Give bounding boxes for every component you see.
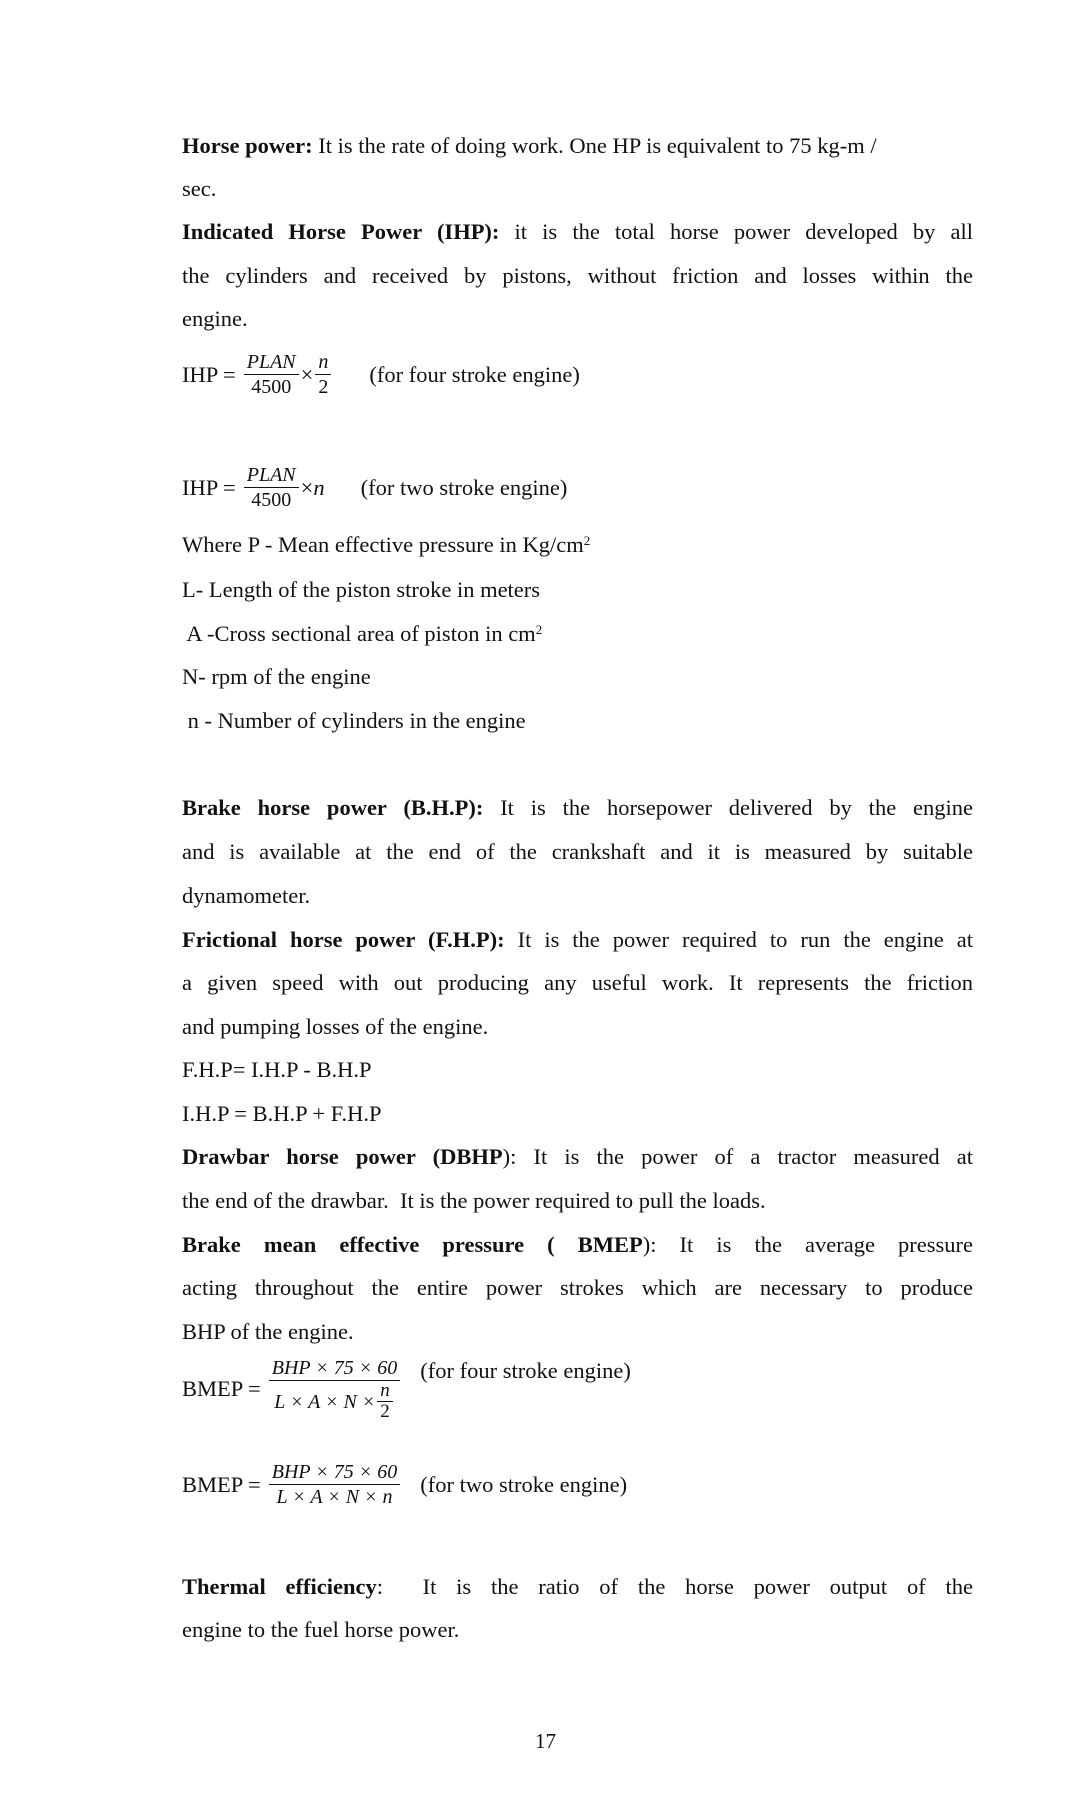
bmep-line-3: BHP of the engine. — [182, 1319, 354, 1344]
dbhp-line-2: the end of the drawbar. It is the power required to pull the loads. — [182, 1188, 766, 1213]
where-p: Where P - Mean effective pressure in $Kg/cm^2$ — [182, 532, 591, 557]
bhp-line-3: dynamometer. — [182, 883, 311, 908]
thermal-line-2: engine to the fuel horse power. — [182, 1617, 460, 1642]
bmep-term: BMEP — [577, 1232, 643, 1257]
fraction: $\frac{\text{BHP × 75 × 60}}{L \times A \times N \times n}$ — [269, 1460, 401, 1509]
fhp-line-1: Frictional horse power (F.H.P): It is the power required to run the engine at — [182, 927, 973, 952]
bhp-term: Brake horse power (B.H.P): — [182, 795, 484, 820]
where-a: A -Cross sectional area of piston in $cm^2$ — [182, 621, 543, 646]
thermal-term: Thermal efficiency — [182, 1574, 377, 1599]
fraction: $\frac{n}{2}$ — [377, 1381, 393, 1422]
hp-line-1: Horse power: It is the rate of doing work. One HP is equivalent to 75 kg-m / — [182, 133, 877, 158]
bmep-formula-two-stroke: BMEP = $\frac{\text{BHP × 75 × 60}}{L \times A \times N \times n}$ (for two stroke engine) — [182, 1461, 628, 1508]
fhp-equation: F.H.P= I.H.P - B.H.P — [182, 1057, 372, 1082]
ihp-line-1: Indicated Horse Power (IHP): it is the total horse power developed by all — [182, 219, 973, 244]
where-n-upper: N- rpm of the engine — [182, 664, 371, 689]
bmep-line-2: acting throughout the entire power strokes which are necessary to produce — [182, 1275, 973, 1300]
fhp-line-2: a given speed with out producing any useful work. It represents the friction — [182, 970, 973, 995]
ihp-equation: I.H.P = B.H.P + F.H.P — [182, 1101, 382, 1126]
dbhp-line-1: Drawbar horse power (DBHP): It is the power of a tractor measured at — [182, 1144, 973, 1169]
thermal-line-1: Thermal efficiency: It is the ratio of the horse power output of the — [182, 1574, 974, 1599]
fraction: $\frac{\text{PLAN}}{4500}$ — [244, 463, 299, 512]
bhp-line-1: Brake horse power (B.H.P): It is the horsepower delivered by the engine — [182, 795, 973, 820]
ihp-line-2: the cylinders and received by pistons, without friction and losses within the — [182, 263, 973, 288]
where-n-lower: n - Number of cylinders in the engine — [182, 708, 526, 733]
ihp-term: Indicated Horse Power (IHP): — [182, 219, 500, 244]
hp-term: Horse power: — [182, 133, 313, 158]
page-number: 17 — [535, 1729, 556, 1753]
where-l: L- Length of the piston stroke in meters — [182, 577, 541, 602]
fraction: BHP × 75 × 60 L × A × N × $\frac{n}{2}$ — [269, 1356, 401, 1422]
bmep-line-1: Brake mean effective pressure ( BMEP): It is the average pressure — [182, 1232, 974, 1257]
fraction: $\frac{n}{2}$ — [315, 350, 331, 399]
bhp-line-2: and is available at the end of the crankshaft and it is measured by suitable — [182, 839, 973, 864]
ihp-formula-four-stroke: IHP = $\frac{\text{PLAN}}{4500}$ × $\frac{n}{2}$ (for four stroke engine) — [182, 351, 580, 398]
ihp-line-3: engine. — [182, 306, 248, 331]
bmep-formula-four-stroke: BMEP = BHP × 75 × 60 L × A × N × $\frac{n}{2}$ (for four stroke engine) — [182, 1357, 631, 1422]
fraction: $\frac{\text{PLAN}}{4500}$ — [244, 350, 299, 399]
dbhp-term: DBHP — [440, 1144, 503, 1169]
ihp-formula-two-stroke: IHP = $\frac{\text{PLAN}}{4500}$ × n (for two stroke engine) — [182, 464, 568, 511]
hp-line-2: sec. — [182, 176, 217, 201]
fhp-term: Frictional horse power (F.H.P): — [182, 927, 505, 952]
fhp-line-3: and pumping losses of the engine. — [182, 1014, 489, 1039]
